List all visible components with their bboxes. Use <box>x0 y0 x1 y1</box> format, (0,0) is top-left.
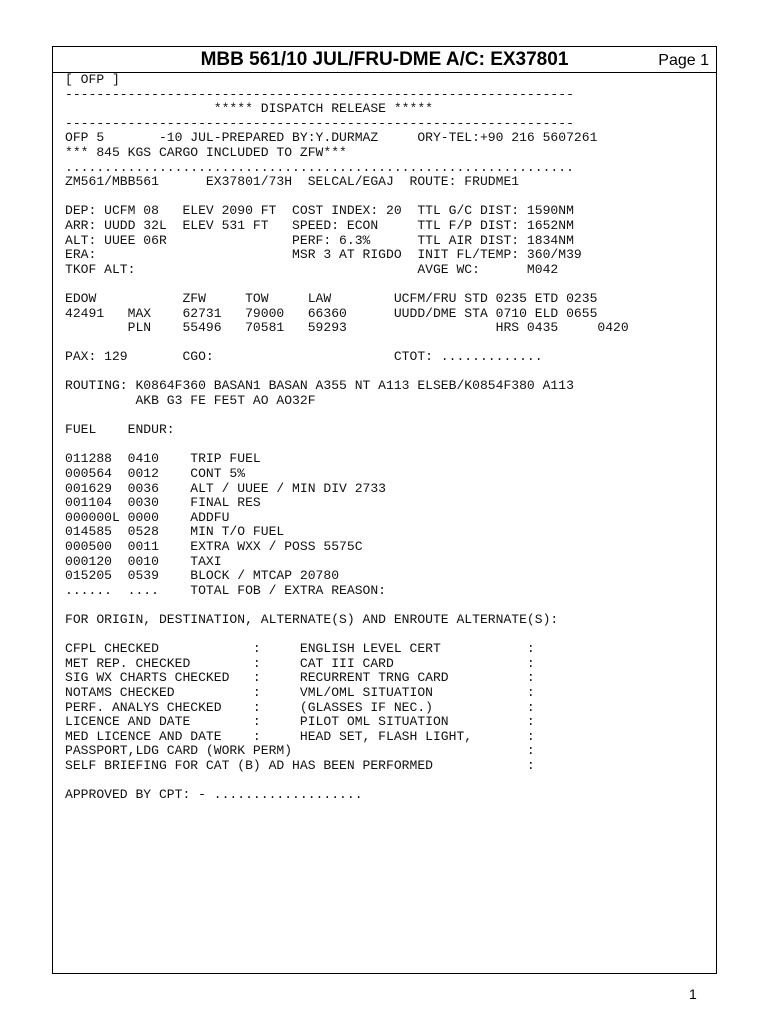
flight-title: MBB 561/10 JUL/FRU-DME A/C: EX37801 <box>200 49 569 70</box>
ofp-line: LICENCE AND DATE : PILOT OML SITUATION : <box>65 714 535 730</box>
ofp-line: SIG WX CHARTS CHECKED : RECURRENT TRNG CARD : <box>65 670 535 686</box>
ofp-line: CFPL CHECKED : ENGLISH LEVEL CERT : <box>65 641 535 657</box>
footer-page-number: 1 <box>689 986 697 1002</box>
ofp-line: 001629 0036 ALT / UUEE / MIN DIV 2733 <box>65 480 387 496</box>
ofp-line: PASSPORT,LDG CARD (WORK PERM) : <box>65 743 535 759</box>
ofp-line: ----------------------------------------------------------------- <box>65 115 574 131</box>
ofp-line: ----------------------------------------------------------------- <box>65 86 574 102</box>
ofp-line: FUEL ENDUR: <box>65 422 175 438</box>
ofp-line: ***** DISPATCH RELEASE ***** <box>65 101 433 117</box>
ofp-line: 014585 0528 MIN T/O FUEL <box>65 524 285 540</box>
ofp-line <box>65 365 629 380</box>
ofp-line <box>65 774 629 789</box>
document-frame <box>52 46 717 974</box>
ofp-line: ROUTING: K0864F360 BASAN1 BASAN A355 NT A113 ELSEB/K0854F380 A113 <box>65 378 574 394</box>
ofp-line: ARR: UUDD 32L ELEV 531 FT SPEED: ECON TTL F/P DIST: 1652NM <box>65 217 574 233</box>
ofp-line <box>65 190 629 205</box>
ofp-line <box>65 336 629 351</box>
ofp-line: AKB G3 FE FE5T AO AO32F <box>65 393 316 409</box>
ofp-line: MET REP. CHECKED : CAT III CARD : <box>65 655 535 671</box>
ofp-line: 015205 0539 BLOCK / MTCAP 20780 <box>65 568 340 584</box>
ofp-line: 011288 0410 TRIP FUEL <box>65 451 261 467</box>
ofp-line: OFP 5 -10 JUL-PREPARED BY:Y.DURMAZ ORY-TEL:+90 216 5607261 <box>65 130 598 146</box>
ofp-line: ERA: MSR 3 AT RIGDO INIT FL/TEMP: 360/M39 <box>65 247 582 263</box>
ofp-line <box>65 277 629 292</box>
ofp-line: NOTAMS CHECKED : VML/OML SITUATION : <box>65 684 535 700</box>
ofp-line: PLN 55496 70581 59293 HRS 0435 0420 <box>65 320 629 336</box>
ofp-line: ALT: UUEE 06R PERF: 6.3% TTL AIR DIST: 1834NM <box>65 232 574 248</box>
ofp-line <box>65 598 629 613</box>
ofp-line: DEP: UCFM 08 ELEV 2090 FT COST INDEX: 20 TTL G/C DIST: 1590NM <box>65 203 574 219</box>
ofp-line: ...... .... TOTAL FOB / EXTRA REASON: <box>65 582 387 598</box>
ofp-line: APPROVED BY CPT: - ................... <box>65 787 363 803</box>
ofp-line: 000500 0011 EXTRA WXX / POSS 5575C <box>65 539 363 554</box>
ofp-line: FOR ORIGIN, DESTINATION, ALTERNATE(S) AND ENROUTE ALTERNATE(S): <box>65 611 559 627</box>
ofp-line: EDOW ZFW TOW LAW UCFM/FRU STD 0235 ETD 0235 <box>65 290 598 306</box>
ofp-line: TKOF ALT: AVGE WC: M042 <box>65 261 559 277</box>
ofp-line: PAX: 129 CGO: CTOT: ............. <box>65 349 543 365</box>
ofp-line: 001104 0030 FINAL RES <box>65 495 261 511</box>
ofp-line: MED LICENCE AND DATE : HEAD SET, FLASH LIGHT, : <box>65 728 535 744</box>
ofp-line: PERF. ANALYS CHECKED : (GLASSES IF NEC.) : <box>65 699 535 715</box>
ofp-line: 000564 0012 CONT 5% <box>65 466 246 482</box>
ofp-body <box>65 73 629 803</box>
ofp-line: 000120 0010 TAXI <box>65 553 222 569</box>
ofp-line: SELF BRIEFING FOR CAT (B) AD HAS BEEN PERFORMED : <box>65 757 535 773</box>
ofp-line: 000000L 0000 ADDFU <box>65 509 230 525</box>
ofp-line <box>65 438 629 453</box>
page-label: Page 1 <box>658 52 709 69</box>
ofp-line: [ OFP ] <box>65 72 120 87</box>
ofp-line: ................................................................. <box>65 159 574 175</box>
ofp-line <box>65 628 629 643</box>
ofp-line: ZM561/MBB561 EX37801/73H SELCAL/EGAJ ROUTE: FRUDME1 <box>65 174 520 190</box>
ofp-line: 42491 MAX 62731 79000 66360 UUDD/DME STA 0710 ELD 0655 <box>65 305 598 321</box>
document-header <box>53 47 716 73</box>
ofp-line <box>65 409 629 424</box>
ofp-line: *** 845 KGS CARGO INCLUDED TO ZFW*** <box>65 144 347 160</box>
